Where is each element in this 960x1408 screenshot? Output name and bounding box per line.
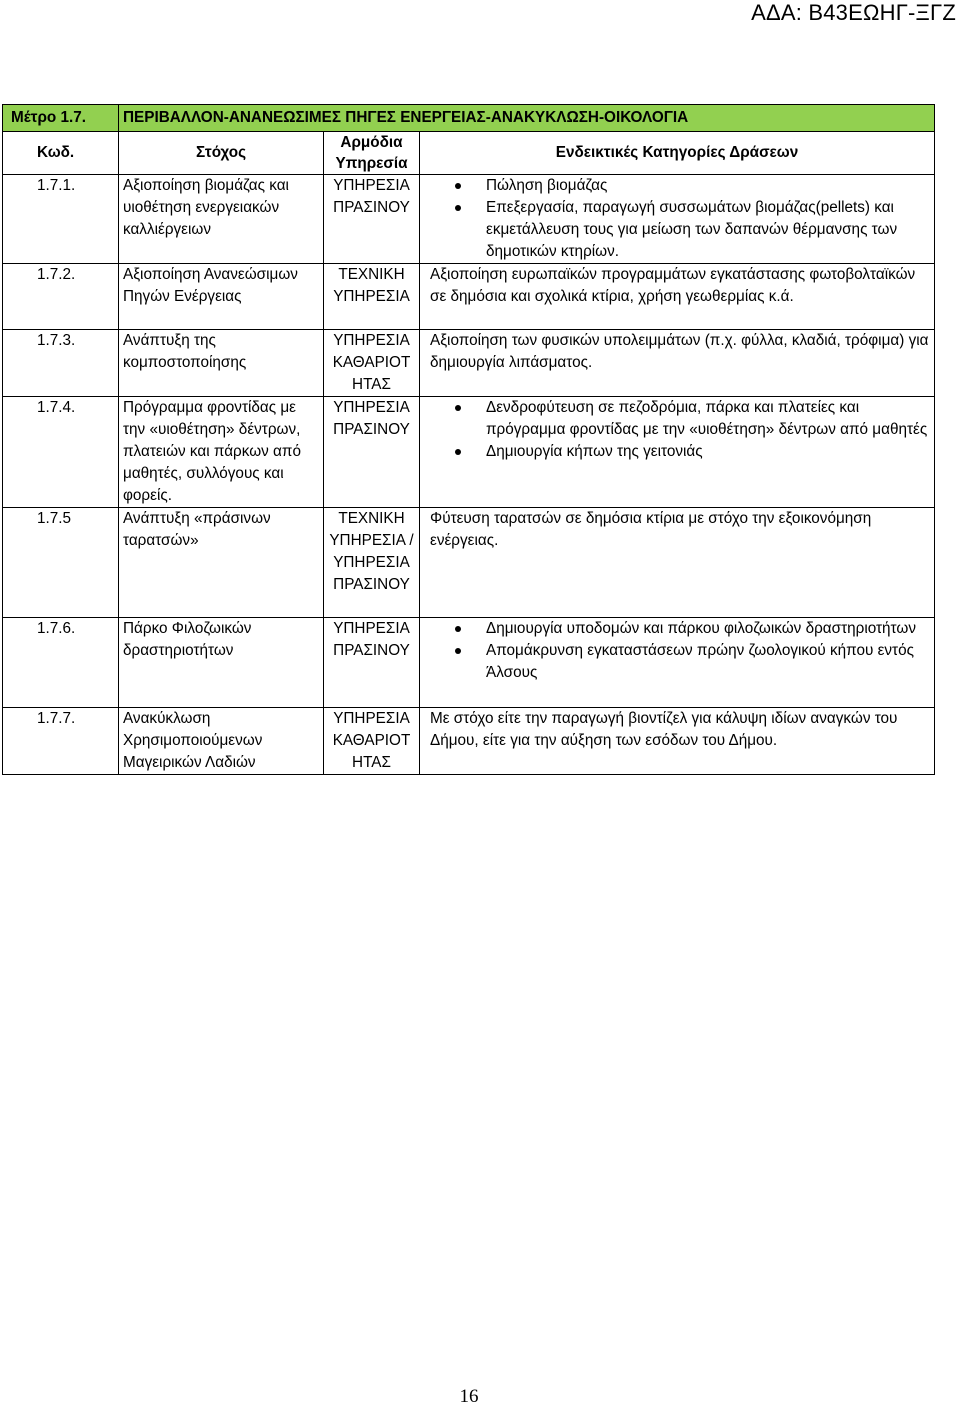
- measure-table: [2, 104, 935, 775]
- action-bullet: Δενδροφύτευση σε πεζοδρόμια, πάρκα και πλατείες και πρόγραμμα φροντίδας με την «υιοθέτηση» δέντρων από μαθητές: [486, 397, 930, 441]
- row-service: ΥΠΗΡΕΣΙΑ ΠΡΑΣΙΝΟΥ: [324, 618, 420, 708]
- row-service: ΥΠΗΡΕΣΙΑ ΠΡΑΣΙΝΟΥ: [324, 175, 420, 264]
- table-row: [3, 508, 935, 618]
- row-actions: Φύτευση ταρατσών σε δημόσια κτίρια με στόχο την εξοικονόμηση ενέργειας.: [420, 508, 935, 618]
- row-actions: Αξιοποίηση ευρωπαϊκών προγραμμάτων εγκατάστασης φωτοβολταϊκών σε δημόσια και σχολικά κτίρια, χρήση γεωθερμίας κ.ά.: [420, 264, 935, 330]
- action-bullet: Δημιουργία κήπων της γειτονιάς: [486, 441, 930, 463]
- action-bullet: Επεξεργασία, παραγωγή συσσωμάτων βιομάζας(pellets) και εκμετάλλευση τους για μείωση των δαπανών θέρμανσης των δημοτικών κτηρίων.: [486, 197, 930, 263]
- row-goal: Ανάπτυξη της κομποστοποίησης: [119, 330, 324, 397]
- row-actions: [420, 618, 935, 708]
- row-goal: Πάρκο Φιλοζωικών δραστηριοτήτων: [119, 618, 324, 708]
- header-actions: Ενδεικτικές Κατηγορίες Δράσεων: [420, 132, 935, 175]
- row-goal: Πρόγραμμα φροντίδας με την «υιοθέτηση» δέντρων, πλατειών και πάρκων από μαθητές, συλλόγους και φορείς.: [119, 397, 324, 508]
- row-goal: Ανακύκλωση Χρησιμοποιούμενων Μαγειρικών Λαδιών: [119, 708, 324, 775]
- row-service: ΤΕΧΝΙΚΗ ΥΠΗΡΕΣΙΑ / ΥΠΗΡΕΣΙΑ ΠΡΑΣΙΝΟΥ: [324, 508, 420, 618]
- action-bullet: Δημιουργία υποδομών και πάρκου φιλοζωικών δραστηριοτήτων: [486, 618, 930, 640]
- row-actions: Αξιοποίηση των φυσικών υπολειμμάτων (π.χ. φύλλα, κλαδιά, τρόφιμα) για δημιουργία λιπάσματος.: [420, 330, 935, 397]
- row-code: 1.7.7.: [3, 708, 119, 775]
- table-row: [3, 397, 935, 508]
- measure-title: ΠΕΡΙΒΑΛΛΟΝ-ΑΝΑΝΕΩΣΙΜΕΣ ΠΗΓΕΣ ΕΝΕΡΓΕΙΑΣ-ΑΝΑΚΥΚΛΩΣΗ-ΟΙΚΟΛΟΓΙΑ: [119, 105, 935, 132]
- header-goal: Στόχος: [119, 132, 324, 175]
- row-service: ΤΕΧΝΙΚΗ ΥΠΗΡΕΣΙΑ: [324, 264, 420, 330]
- row-service: ΥΠΗΡΕΣΙΑ ΚΑΘΑΡΙΟΤ ΗΤΑΣ: [324, 708, 420, 775]
- row-actions: [420, 175, 935, 264]
- row-code: 1.7.2.: [3, 264, 119, 330]
- table-row: [3, 175, 935, 264]
- row-code: 1.7.4.: [3, 397, 119, 508]
- row-code: 1.7.1.: [3, 175, 119, 264]
- header-service: Αρμόδια Υπηρεσία: [324, 132, 420, 175]
- row-goal: Αξιοποίηση Ανανεώσιμων Πηγών Ενέργειας: [119, 264, 324, 330]
- table-row: [3, 264, 935, 330]
- row-service: ΥΠΗΡΕΣΙΑ ΚΑΘΑΡΙΟΤ ΗΤΑΣ: [324, 330, 420, 397]
- row-code: 1.7.3.: [3, 330, 119, 397]
- ada-code: ΑΔΑ: Β43ΕΩΗΓ-ΞΓΖ: [751, 0, 956, 25]
- measure-label: Μέτρο 1.7.: [3, 105, 119, 132]
- table-row: [3, 330, 935, 397]
- row-goal: Ανάπτυξη «πράσινων ταρατσών»: [119, 508, 324, 618]
- row-actions: Με στόχο είτε την παραγωγή βιοντίζελ για κάλυψη ιδίων αναγκών του Δήμου, είτε για την αύξηση των εσόδων του Δήμου.: [420, 708, 935, 775]
- row-code: 1.7.5: [3, 508, 119, 618]
- measure-row: [3, 105, 935, 132]
- table-row: [3, 708, 935, 775]
- row-actions: [420, 397, 935, 508]
- row-service: ΥΠΗΡΕΣΙΑ ΠΡΑΣΙΝΟΥ: [324, 397, 420, 508]
- row-code: 1.7.6.: [3, 618, 119, 708]
- header-row: [3, 132, 935, 175]
- action-bullet: Απομάκρυνση εγκαταστάσεων πρώην ζωολογικού κήπου εντός Άλσους: [486, 640, 930, 684]
- table-row: [3, 618, 935, 708]
- header-code: Κωδ.: [3, 132, 119, 175]
- page-number: 16: [459, 1386, 479, 1407]
- row-goal: Αξιοποίηση βιομάζας και υιοθέτηση ενεργειακών καλλιέργειων: [119, 175, 324, 264]
- action-bullet: Πώληση βιομάζας: [486, 175, 930, 197]
